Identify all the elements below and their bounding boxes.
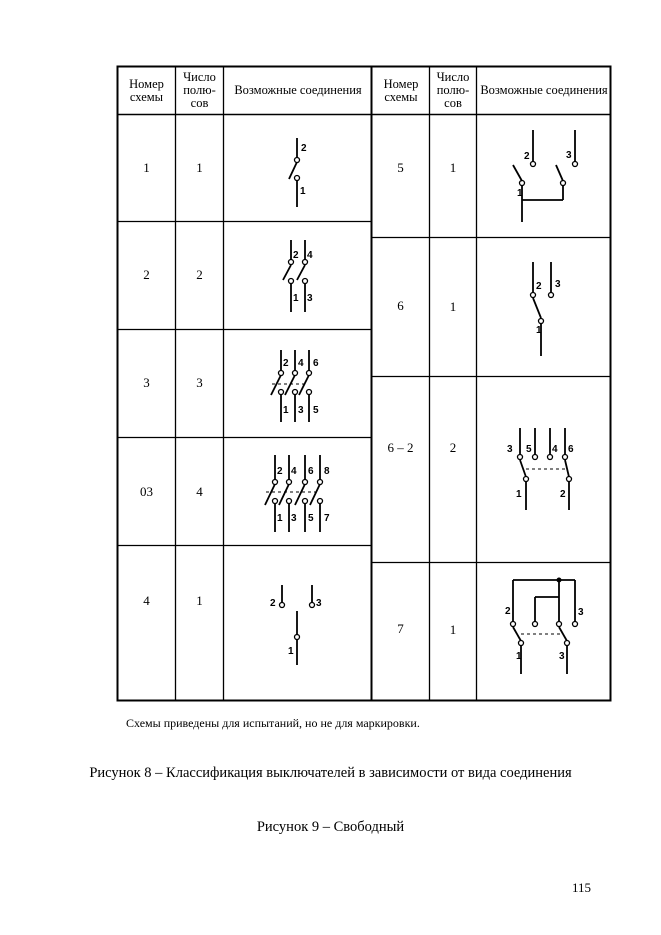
schematic-5 xyxy=(513,130,578,222)
terminal-label: 2 xyxy=(301,143,307,154)
terminal-label: 7 xyxy=(324,513,330,524)
pole-count: 1 xyxy=(449,299,457,314)
terminal-label: 3 xyxy=(578,607,584,618)
terminal-label: 1 xyxy=(517,188,523,199)
header-scheme-number-left: Номер схемы xyxy=(129,76,164,104)
terminal-label: 6 xyxy=(313,358,319,369)
scheme-number: 6 xyxy=(397,298,404,313)
schematic-4 xyxy=(280,585,315,665)
terminal-label: 2 xyxy=(270,598,276,609)
terminal-label: 3 xyxy=(507,444,513,455)
terminal-label: 2 xyxy=(293,250,299,261)
figure-9-caption: Рисунок 9 – Свободный xyxy=(256,819,405,835)
terminal-label: 5 xyxy=(313,405,319,416)
pole-count: 1 xyxy=(449,160,457,175)
scheme-number: 1 xyxy=(143,160,150,175)
terminal-label: 6 xyxy=(568,444,574,455)
pole-count: 4 xyxy=(196,484,203,499)
header-connections-right: Возможные соединения xyxy=(480,83,608,97)
figure-8-caption: Рисунок 8 – Классификация выключателей в зависимости от вида соединения xyxy=(89,765,572,781)
header-connections-left: Возможные соединения xyxy=(234,83,362,97)
terminal-label: 2 xyxy=(524,151,530,162)
terminal-label: 1 xyxy=(277,513,283,524)
terminal-label: 3 xyxy=(316,598,322,609)
terminal-label: 2 xyxy=(277,466,283,477)
terminal-label: 2 xyxy=(560,489,566,500)
header-scheme-number-right: Номер схемы xyxy=(383,76,419,104)
terminal-label: 1 xyxy=(516,651,522,662)
terminal-label: 4 xyxy=(307,250,313,261)
scheme-number: 03 xyxy=(140,484,153,499)
scheme-number: 3 xyxy=(143,375,150,390)
terminal-label: 2 xyxy=(505,606,511,617)
terminal-label: 3 xyxy=(298,405,304,416)
terminal-label: 3 xyxy=(566,150,572,161)
scheme-number: 2 xyxy=(143,267,150,282)
terminal-label: 1 xyxy=(293,293,299,304)
pole-count: 2 xyxy=(196,267,203,282)
scheme-number: 4 xyxy=(143,593,150,608)
pole-count: 2 xyxy=(449,440,457,455)
terminal-label: 5 xyxy=(526,444,532,455)
terminal-label: 4 xyxy=(298,358,304,369)
pole-count: 1 xyxy=(196,593,203,608)
terminal-label: 4 xyxy=(552,444,558,455)
terminal-label: 2 xyxy=(536,281,542,292)
page-number: 115 xyxy=(572,880,592,895)
terminal-label: 1 xyxy=(288,646,294,657)
terminal-label: 1 xyxy=(516,489,522,500)
terminal-label: 5 xyxy=(308,513,314,524)
terminal-label: 3 xyxy=(307,293,313,304)
scheme-number: 7 xyxy=(397,621,404,636)
terminal-label: 8 xyxy=(324,466,330,477)
terminal-label: 1 xyxy=(300,186,306,197)
terminal-label: 3 xyxy=(291,513,297,524)
terminal-label: 3 xyxy=(555,279,561,290)
pole-count: 1 xyxy=(449,622,457,637)
pole-count: 3 xyxy=(196,375,203,390)
schematic-1 xyxy=(289,138,300,207)
terminal-label: 4 xyxy=(291,466,297,477)
header-poles-left: Число полю-сов xyxy=(183,70,216,110)
scheme-number: 5 xyxy=(397,160,404,175)
terminal-label: 2 xyxy=(283,358,289,369)
header-poles-right: Число полю-сов xyxy=(436,70,470,110)
schematic-3 xyxy=(271,350,312,422)
terminal-label: 6 xyxy=(308,466,314,477)
pole-count: 1 xyxy=(196,160,203,175)
terminal-label: 1 xyxy=(536,325,542,336)
terminal-label: 3 xyxy=(559,651,565,662)
terminal-label: 1 xyxy=(283,405,289,416)
schematic-6 xyxy=(531,262,554,356)
table-note: Схемы приведены для испытаний, но не для маркировки. xyxy=(126,716,420,730)
scheme-number: 6 – 2 xyxy=(387,440,414,455)
